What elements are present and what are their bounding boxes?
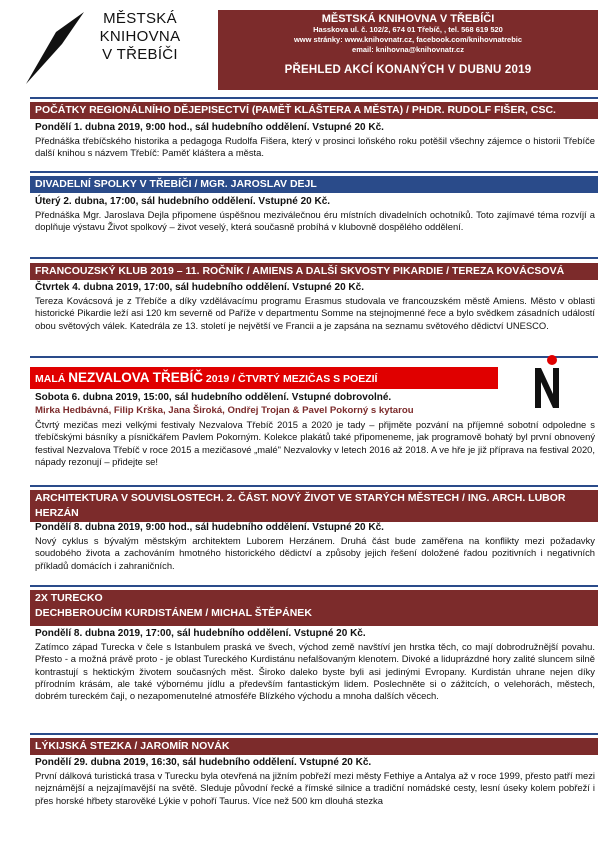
event-date: Pondělí 1. dubna 2019, 9:00 hod., sál hudebního oddělení. Vstupné 20 Kč. — [35, 122, 384, 133]
event-date: Úterý 2. dubna, 17:00, sál hudebního oddělení. Vstupné 20 Kč. — [35, 196, 331, 207]
logo-line: MĚSTSKÁ — [103, 10, 177, 27]
event-date: Sobota 6. dubna 2019, 15:00, sál hudebního oddělení. Vstupné dobrovolné. — [35, 392, 392, 403]
header-box — [218, 10, 598, 90]
event-date: Pondělí 8. dubna 2019, 17:00, sál hudebního oddělení. Vstupné 20 Kč. — [35, 628, 366, 639]
library-name: MĚSTSKÁ KNIHOVNA V TŘEBÍČI — [321, 13, 495, 25]
library-logo — [22, 10, 187, 86]
event-title: DIVADELNÍ SPOLKY V TŘEBÍČI / MGR. JAROSLAV DEJL — [30, 176, 598, 193]
library-address: Hasskova ul. č. 102/2, 674 01 Třebíč, , tel. 568 619 520 — [313, 25, 503, 34]
logo-line: KNIHOVNA — [99, 28, 181, 45]
nezval-logo-icon — [532, 354, 562, 410]
divider — [30, 733, 598, 735]
event-title: LÝKIJSKÁ STEZKA / JAROMÍR NOVÁK — [30, 738, 598, 755]
event-description: Čtvrtý mezičas mezi velkými festivaly Nezvalova Třebíč 2015 a 2020 je tady – přijměte pozvání na příjemné sobotní odpoledne s třebíčskými básníky a písničkářem Pavlem Pokorným. Kolekce plakátů také připomeneme, jak programově bohatý byl první obnovený festival Nezvalova Třebíč v roce 2015 a mezičasové „malé" Nezvalovky v letech 2016 až 2018. A ve hře je již příprava na festival 2020, nápady rezonují – přidejte se! — [35, 419, 595, 467]
event-date: Pondělí 8. dubna 2019, 9:00 hod., sál hudebního oddělení. Vstupné 20 Kč. — [35, 522, 384, 533]
logo-line: V TŘEBÍČI — [102, 46, 178, 63]
performers: Mirka Hedbávná, Filip Krška, Jana Široká, Ondřej Trojan & Pavel Pokorný s kytarou — [35, 405, 414, 416]
event-title: ARCHITEKTURA V SOUVISLOSTECH. 2. ČÁST. NOVÝ ŽIVOT VE STARÝCH MĚSTECH / ING. ARCH. LUBOR HERZÁN — [30, 490, 598, 522]
event-description: Přednáška Mgr. Jaroslava Dejla připomene úspěšnou meziválečnou éru místních divadelních ochotníků. Toto zajímavé téma rozvíjí a doplňuje výstavu Život spolkový – život veselý, která současně probíhá v klubovně dospělého oddělení. — [35, 209, 595, 233]
event-title-line: DECHBEROUCÍM KURDISTÁNEM / MICHAL ŠTĚPÁNEK — [35, 607, 312, 619]
page-title: PŘEHLED AKCÍ KONANÝCH V DUBNU 2019 — [284, 64, 532, 76]
library-web[interactable]: www stránky: www.knihovnatr.cz, facebook.com/knihovnatrebic — [293, 35, 523, 44]
event-title: POČÁTKY REGIONÁLNÍHO DĚJEPISECTVÍ (PAMĚŤ KLÁŠTERA A MĚSTA) / PHDR. RUDOLF FIŠER, CSC. — [30, 102, 598, 119]
divider — [30, 171, 598, 173]
divider — [30, 97, 598, 99]
event-title-suffix: 2019 / ČTVRTÝ MEZIČAS S POEZIÍ — [203, 373, 378, 385]
event-title-main: NEZVALOVA TŘEBÍČ — [68, 370, 203, 385]
divider — [30, 485, 598, 487]
event-date: Čtvrtek 4. dubna 2019, 17:00, sál hudebního oddělení. Vstupné 20 Kč. — [35, 282, 364, 293]
event-title-line: 2X TURECKO — [35, 592, 103, 604]
logo-text — [85, 10, 195, 64]
library-email[interactable]: email: knihovna@knihovnatr.cz — [352, 45, 464, 54]
event-title-prefix: MALÁ — [35, 373, 69, 385]
feather-logo-icon — [22, 10, 92, 86]
event-description: Zatímco západ Turecka v čele s Istanbulem praská ve švech, východ země navštíví jen hrstka těch, co mají dobrodružnější povahu. Přesto - a možná právě proto - je oblast Tureckého Kurdistánu nefalšovaným klenotem. Divoké a liduprázdné hory zalité sluncem silně kontrastují s hektickým životem současných měst. Široko daleko byste byli asi jedinými Evropany. Kurdistán uhrane nejen díky přírodním krásám, ale také výbornému jídlu a především fantastickým lidem. Poslechněte si o zážitcích, o velehorách, městech, dobrém tureckém čaji, o nezapomenutelné atmosféře Blízkého východu a mnoha dalších věcech. — [35, 641, 595, 702]
divider — [30, 585, 598, 587]
event-description: Tereza Kovácsová je z Třebíče a díky vzdělávacímu programu Erasmus studovala ve francouzském městě Amiens. Město v oblasti historické Pikardie leží asi 120 km severně od Paříže v departmentu Somme na stejnojmenné řece a bylo svědkem zásadních událostí obou světových válek. Katedrála ze 13. století je největší ve Francii a je zapsána na seznamu světového dědictví UNESCO. — [35, 295, 595, 331]
event-description: Nový cyklus s bývalým městským architektem Luborem Herzánem. Druhá část bude zaměřena na konflikty mezi požadavky soudobého života a zachováním hmotného historického dědictví a způsoby jejich řešení doložené řadou pozitivních i negativních příkladů domácích i zahraničních. — [35, 535, 595, 571]
event-description: Přednáška třebíčského historika a pedagoga Rudolfa Fišera, který v prosinci loňského roku potěšil všechny zájemce o historii Třebíče další knihou s názvem Třebíč: Paměť kláštera a města. — [35, 135, 595, 159]
divider — [30, 356, 598, 358]
divider — [30, 257, 598, 259]
event-title — [30, 590, 598, 626]
event-date: Pondělí 29. dubna 2019, 16:30, sál hudebního oddělení. Vstupné 20 Kč. — [35, 757, 372, 768]
event-description: První dálková turistická trasa v Turecku byla otevřená na jižním pobřeží mezi městy Fethiye a Antalya až v roce 1999, přesto patří mezi nejznámější a nejzajímavější na světě. Sleduje původní řecké a římské silnice a tradiční nomádské cesty, lesní úseky kolem pobřeží i přes horské hřbety starověké Lýkie v pohoří Taurus. Více než 500 km dlouhá stezka — [35, 770, 595, 806]
event-title — [30, 367, 498, 389]
event-title: FRANCOUZSKÝ KLUB 2019 – 11. ROČNÍK / AMIENS A DALŠÍ SKVOSTY PIKARDIE / TEREZA KOVÁCSOVÁ — [30, 263, 598, 280]
